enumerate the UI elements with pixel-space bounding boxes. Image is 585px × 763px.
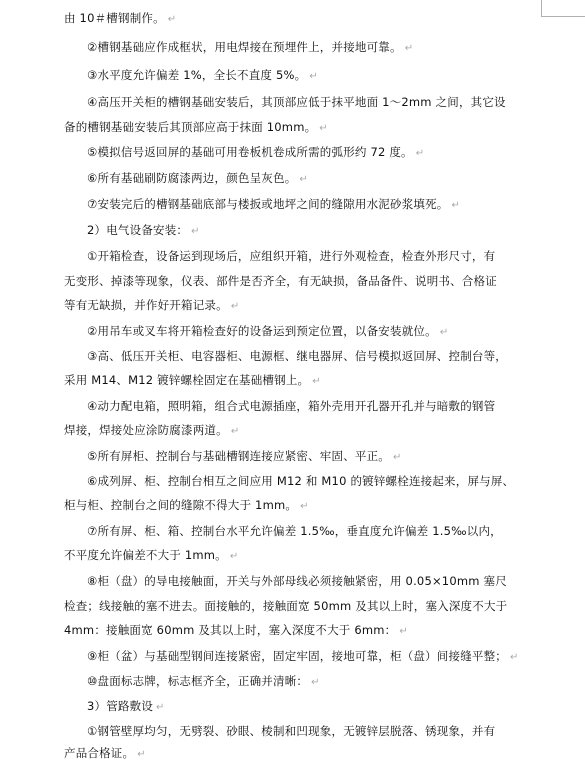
paragraph-mark-icon: ↵ [399, 626, 408, 637]
text-line: 由 10＃槽钢制作。 ↵ [64, 11, 177, 25]
text-line: 采用 M14、M12 镀锌螺栓固定在基础槽钢上。 ↵ [64, 373, 321, 387]
text-line: ②槽钢基础应作成框状，用电焊接在预埋件上，并接地可靠。 ↵ [87, 40, 414, 54]
paragraph-mark-icon: ↵ [312, 376, 321, 387]
paragraph-mark-icon: ↵ [137, 749, 146, 760]
paragraph-mark-icon: ↵ [439, 327, 449, 338]
text-line: ①开箱检查，设备运到现场后，应组织开箱，进行外观检查，检查外形尺寸，有 [87, 249, 496, 263]
paragraph-mark-icon: ↵ [451, 200, 461, 211]
text-line: ⑩盘面标志牌，标志框齐全，正确并清晰： ↵ [87, 674, 320, 688]
page-corner-mark [541, 16, 585, 17]
paragraph-mark-icon: ↵ [299, 174, 309, 185]
text-line: 柜与柜、控制台之间的缝隙不得大于 1mm。 ↵ [64, 498, 309, 512]
text-line: ①钢管壁厚均匀，无劈裂、砂眼、棱制和凹现象，无镀锌层脱落、锈现象，并有 [87, 724, 496, 738]
text-line: 4mm：接触面宽 60mm 及其以上时，塞入深度不大于 6mm： ↵ [64, 623, 408, 637]
text-line: ⑤模拟信号返回屏的基础可用卷板机卷成所需的弧形约 72 度。 ↵ [87, 145, 425, 159]
text-line: 产品合格证。 ↵ [64, 746, 146, 760]
text-line: 不平度允许偏差不大于 1mm。 ↵ [64, 548, 239, 562]
text-line: ④动力配电箱，照明箱，组合式电源插座，箱外壳用开孔器开孔并与暗敷的钢管 [87, 399, 496, 413]
paragraph-mark-icon: ↵ [230, 301, 240, 312]
section-heading: 2）电气设备安装： ↵ [87, 223, 200, 237]
text-line: 焊接，焊接处应涂防腐漆两道。 ↵ [64, 423, 240, 437]
text-line: ②用吊车或叉车将开箱检查好的设备运到预定位置，以备安装就位。 ↵ [87, 324, 449, 338]
paragraph-mark-icon: ↵ [300, 501, 309, 512]
text-line: ⑥所有基础刷防腐漆两边，颜色呈灰色。 ↵ [87, 171, 309, 185]
paragraph-mark-icon: ↵ [309, 71, 318, 82]
text-line: 检查；线接触的塞不进去。面接触的，接触面宽 50mm 及其以上时，塞入深度不大于 [64, 599, 508, 613]
paragraph-mark-icon: ↵ [167, 14, 177, 25]
text-line: ⑤所有屏柜、控制台与基础槽钢连接应紧密、牢固、平正。 ↵ [87, 449, 402, 463]
text-line: ④高压开关柜的槽钢基础安装后，其顶部应低于抹平地面 1～2mm 之间，其它设 [87, 95, 506, 109]
paragraph-mark-icon: ↵ [319, 123, 328, 134]
text-line: ⑦所有屏、柜、箱、控制台水平允许偏差 1.5‰，垂直度允许偏差 1.5‰以内， [87, 524, 502, 538]
text-line: ③高、低压开关柜、电容器柜、电源框、继电器屏、信号模拟返回屏、控制台等， [87, 349, 508, 363]
text-line: ③水平度允许偏差 1%，全长不直度 5%。 ↵ [87, 68, 318, 82]
text-line: ⑥成列屏、柜、控制台相互之间应用 M12 和 M10 的镀锌螺栓连接起来，屏与屏、 [87, 474, 515, 488]
text-line: ⑧柜（盘）的导电接触面，开关与外部母线必须接触紧密，用 0.05×10mm 塞尺 [87, 574, 507, 588]
paragraph-mark-icon: ↵ [415, 148, 425, 159]
text-line: ⑨柜（盆）与基础型钢间连接紧密，固定牢固，接地可靠，柜（盘）间接缝平整； ↵ [87, 649, 519, 663]
paragraph-mark-icon: ↵ [191, 226, 200, 237]
paragraph-mark-icon: ↵ [156, 702, 165, 713]
text-line: 备的槽钢基础安装后其顶部应高于抹面 10mm。 ↵ [64, 120, 328, 134]
paragraph-mark-icon: ↵ [393, 452, 402, 463]
section-heading: 3）管路敷设 ↵ [87, 699, 165, 713]
text-line: 无变形、掉漆等现象，仪表、部件是否齐全，有无缺损，备品备件、说明书、合格证 [64, 274, 497, 288]
paragraph-mark-icon: ↵ [229, 551, 239, 562]
text-line: 等有无缺损，并作好开箱记录。 ↵ [64, 298, 240, 312]
paragraph-mark-icon: ↵ [404, 43, 414, 54]
page-corner-mark [541, 0, 542, 16]
paragraph-mark-icon: ↵ [230, 426, 240, 437]
text-line: ⑦安装完后的槽钢基础底部与楼扳或地坪之间的缝隙用水泥砂浆填死。 ↵ [87, 197, 461, 211]
paragraph-mark-icon: ↵ [311, 677, 320, 688]
paragraph-mark-icon: ↵ [510, 652, 519, 663]
